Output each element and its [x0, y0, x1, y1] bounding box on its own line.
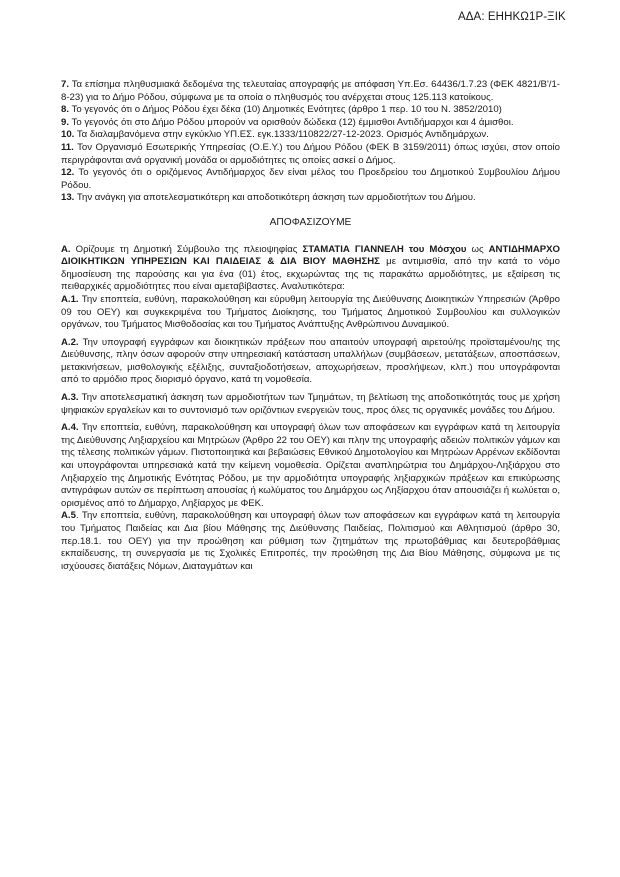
- ada-code: ΑΔΑ: ΕΗΗΚΩ1Ρ-ΞΙΚ: [458, 11, 566, 23]
- subsection-a1: [61, 294, 560, 332]
- item-number: 7.: [61, 79, 70, 90]
- item-number: 9.: [61, 116, 70, 128]
- appointee-name: ΣΤΑΜΑΤΙΑ ΓΙΑΝΝΕΛΗ του Μόσχου: [302, 243, 467, 255]
- subsection-number: Α.2.: [61, 336, 79, 348]
- consideration-13: [61, 192, 560, 205]
- document-body: [61, 79, 560, 573]
- consideration-11: [61, 142, 560, 167]
- consideration-7: [61, 79, 560, 104]
- consideration-10: [61, 129, 560, 142]
- consideration-12: [61, 167, 560, 192]
- section-a: [61, 244, 560, 294]
- subsection-a5: [61, 510, 560, 573]
- subsection-a2: [61, 337, 560, 387]
- section-a-label: Α.: [61, 243, 71, 255]
- item-number: 10.: [61, 129, 75, 141]
- appointee-role: ΑΝΤΙΔΗΜΑΡΧΟ ΔΙΟΙΚΗΤΙΚΩΝ ΥΠΗΡΕΣΙΩΝ ΚΑΙ ΠΑΙΔΕΙΑΣ & ΔΙΑ ΒΙΟΥ ΜΑΘΗΣΗΣ: [61, 243, 561, 268]
- item-text: Τα επίσημα πληθυσμιακά δεδομένα της τελευταίας απογραφής με απόφαση Υπ.Εσ. 64436/1.7.23 (ΦΕΚ 4821/Β'/1-8-23) για το Δήμο Ρόδου, σύμφωνα με τα οποία ο πληθυσμός του ανέρχεται στους 125.113 κατοίκους.: [61, 79, 560, 103]
- subsection-a4: [61, 422, 560, 510]
- consideration-8: [61, 104, 560, 117]
- subsection-a3: [61, 392, 560, 417]
- item-text: Τα διαλαμβανόμενα στην εγκύκλιο ΥΠ.ΕΣ. εγκ.1333/110822/27-12-2023. Ορισμός Αντιδημάρχων.: [74, 129, 489, 141]
- item-text: Την ανάγκη για αποτελεσματικότερη και αποδοτικότερη άσκηση των αρμοδιοτήτων του Δήμου.: [74, 192, 476, 204]
- subsection-number: Α.4.: [61, 422, 79, 434]
- decision-heading: ΑΠΟΦΑΣΙΖΟΥΜΕ: [269, 216, 352, 228]
- subsection-text: Την εποπτεία, ευθύνη, παρακολούθηση και εύρυθμη λειτουργία της Διεύθυνσης Διοικητικών Υπηρεσιών (Άρθρο 09 του ΟΕΥ) και συγκεκριμένα του Τμήματος Διοίκησης, του Τμήματος Δημοτικού Συμβουλίου και συλλογικών οργάνων, του Τμήματος Μισθοδοσίας και του Τμήματος Ανάπτυξης Ανθρώπινου Δυναμικού.: [61, 293, 560, 331]
- subsection-text: Την εποπτεία, ευθύνη, παρακολούθηση και υπογραφή όλων των αποφάσεων και εγγράφων κατά τη λειτουργία της Διεύθυνσης Ληξιαρχείου και Μητρώων (Άρθρο 22 του ΟΕΥ) και πλην της υπογραφής αδειών πολιτικών γάμων και της τέλεσης πολιτικών γάμων. Πιστοποιητικά και βεβαιώσεις Εθνικού Δημοτολογίου και Μητρώων Αρρένων εκδίδονται και υπογράφονται υπηρεσιακά κατά την κείμενη νομοθεσία. Ορίζεται αναπληρώτρια του Δημάρχου-Ληξιάρχου στο Ληξιαρχείο της Δημοτικής Ενότητας Ρόδου, με την αρμοδιότητα υπογραφής ληξιαρχικών πράξεων και επικύρωσης αντιγράφων αυτών σε περίπτωση απουσίας ή κωλύματος του Δημάρχου ως Ληξίαρχου όταν απουσιάζει ή κωλύεται ο, ορισμένος από το Δήμαρχο, Ληξίαρχος με ΦΕΚ.: [61, 422, 560, 509]
- item-number: 13.: [61, 192, 75, 204]
- item-text: Τον Οργανισμό Εσωτερικής Υπηρεσίας (Ο.Ε.Υ.) του Δήμου Ρόδου (ΦΕΚ Β 3159/2011) όπως ισχύει, στον οποίο περιγράφονται ανά οργανική μονάδα οι αρμοδιότητες τις οποίες ασκεί ο Δήμος.: [61, 141, 560, 166]
- section-a-text-1: Ορίζουμε τη Δημοτική Σύμβουλο της πλειοψηφίας: [70, 243, 303, 255]
- item-text: Το γεγονός ότι στο Δήμο Ρόδου μπορούν να ορισθούν δώδεκα (12) έμμισθοι Αντιδήμαρχοι και 4 άμισθοι.: [69, 116, 514, 128]
- item-text: Το γεγονός ότι ο οριζόμενος Αντιδήμαρχος δεν είναι μέλος του Προεδρείου του Δημοτικού Συμβουλίου Δήμου Ρόδου.: [61, 167, 560, 191]
- section-a-text-2: ως: [466, 243, 489, 255]
- section-a-text-3: με αντιμισθία, από την κατά το νόμο δημοσίευση της παρούσης και για ένα (01) έτος, εκχωρώντας της τις παρακάτω αρμοδιότητες, με εξαίρεση τις πειθαρχικές αρμοδιότητες που είναι αμεταβίβαστες. Αναλυτικότερα:: [61, 256, 560, 293]
- item-number: 11.: [61, 141, 74, 153]
- item-number: 8.: [61, 104, 70, 116]
- subsection-number: Α.1.: [61, 293, 79, 305]
- subsection-number: Α.5: [61, 510, 76, 522]
- subsection-text: Την υπογραφή εγγράφων και διοικητικών πράξεων που απαιτούν υπογραφή αιρετού/ης προϊσταμένου/ης της Διεύθυνσης, πλην όσων αφορούν στην υπηρεσιακή κατάσταση υπαλλήλων (συμβάσεων, μετατάξεων, αποσπάσεων, μετακινήσεων, μισθολογικής εξέλιξης, συνταξιοδοτήσεων, αποχωρήσεων, προσλήψεων, κλπ.) που υπογράφονται από το αρμόδιο προς διορισμό όργανο, κατά τη νομοθεσία.: [61, 336, 560, 386]
- subsection-text: . Την εποπτεία, ευθύνη, παρακολούθηση και υπογραφή όλων των αποφάσεων και εγγράφων κατά τη λειτουργία του Τμήματος Παιδείας και Δια βίου Μάθησης της Διεύθυνσης Παιδείας, Πολιτισμού και Αθλητισμού (άρθρο 30, περ.18.1. του ΟΕΥ) για την προώθηση και ρύθμιση των ζητημάτων της πρωτοβάθμιας και δευτεροβάθμιας εκπαίδευσης, τη συνεργασία με τις Σχολικές Επιτροπές, την προώθηση της Δια Βίου Μάθησης, σύμφωνα με τις ισχύουσες διατάξεις Νόμων, Διαταγμάτων και: [61, 510, 560, 572]
- item-number: 12.: [61, 167, 75, 179]
- subsection-number: Α.3.: [61, 392, 79, 404]
- subsection-text: Την αποτελεσματική άσκηση των αρμοδιοτήτων των Τμημάτων, τη βελτίωση της αποδοτικότητάς τους με χρήση ψηφιακών εργαλείων και το συντονισμό των οριζόντιων ενεργειών τους, προς όλες τις οργανικές μονάδες του Δήμου.: [61, 392, 560, 416]
- consideration-9: [61, 117, 560, 130]
- item-text: Το γεγονός ότι ο Δήμος Ρόδου έχει δέκα (10) Δημοτικές Ενότητες (άρθρο 1 περ. 10 του Ν. 3852/2010): [69, 104, 502, 116]
